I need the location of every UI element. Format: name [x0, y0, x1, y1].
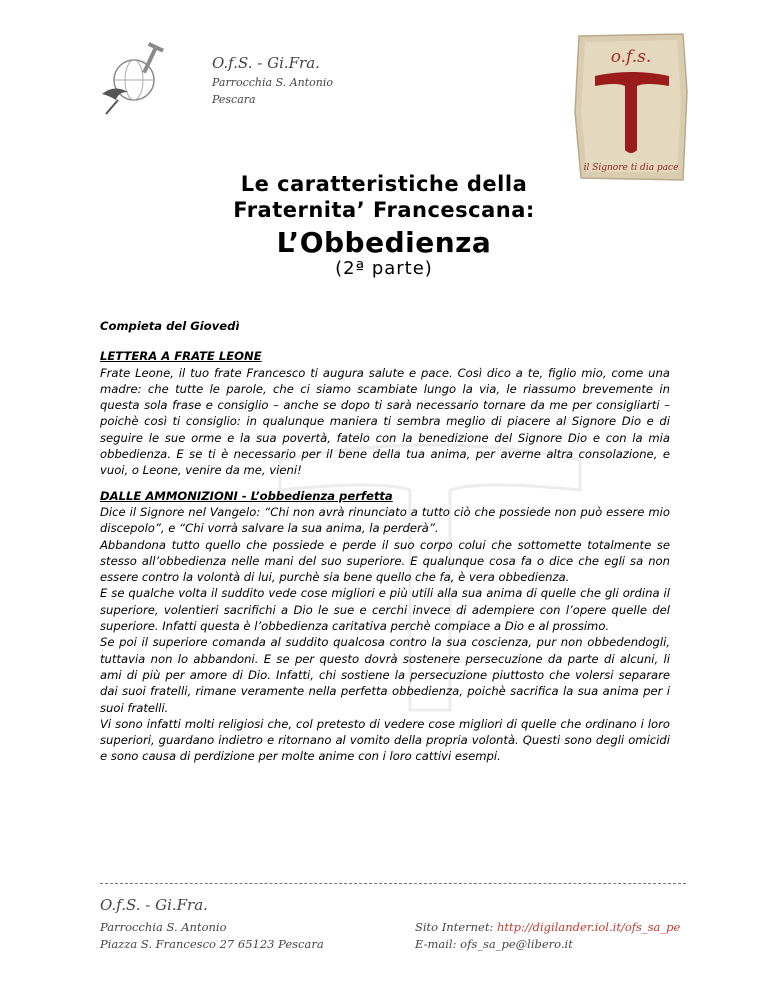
website-label: Sito Internet:	[415, 920, 497, 934]
footer-divider	[100, 883, 686, 884]
title-main: L’Obbedienza	[276, 226, 492, 259]
paragraph: Abbandona tutto quello che possiede e perde il suo corpo colui che sottomette totalmente se stesso all’obbedienza nelle mani del suo superiore. E qualunque cosa fa o dice che egli sa non essere contro la volontà di lui, purchè sia bene quello che fa, è vera obbedienza.	[100, 537, 670, 585]
header-org-name: O.f.S. - Gi.Fra.	[212, 54, 320, 72]
header-city: Pescara	[212, 93, 256, 106]
paragraph: Dice il Signore nel Vangelo: “Chi non avrà rinunciato a tutto ciò che possiede non può essere mio discepolo”, e “Chi vorrà salvare la sua anima, la perderà”.	[100, 504, 670, 536]
emblem-label: o.f.s.	[610, 47, 652, 67]
title-line-2: Fraternita’ Francescana:	[233, 198, 535, 222]
email-link[interactable]: ofs_sa_pe@libero.it	[460, 937, 573, 951]
paragraph: Vi sono infatti molti religiosi che, col pretesto di vedere cose migliori di quelle che ordinano i loro superiori, guardano indietro e ritornano al vomito della propria volontà. Questi sono degli omicidi e sono causa di perdizione per molte anime con i loro cattivi esempi.	[100, 716, 670, 764]
title-subtitle: (2ª parte)	[335, 258, 433, 279]
footer-website	[415, 920, 680, 934]
footer-org-name: O.f.S. - Gi.Fra.	[100, 896, 208, 914]
title-line-1: Le caratteristiche della	[240, 172, 528, 196]
email-label: E-mail:	[415, 937, 461, 951]
ofs-tau-emblem	[573, 32, 689, 182]
ofs-gifra-logo	[98, 40, 176, 118]
emblem-motto: il Signore ti dia pace	[583, 163, 679, 173]
footer-address: Piazza S. Francesco 27 65123 Pescara	[100, 937, 324, 951]
website-link[interactable]: http://digilander.iol.it/ofs_sa_pe	[497, 920, 681, 934]
letter-text: Frate Leone, il tuo frate Francesco ti augura salute e pace. Così dico a te, figlio mio, come una madre: che tutte le parole, che ci siamo scambiate lungo la via, le riassumo brevemente in questa sola frase e consiglio – anche se dopo ti sarà necessario tornare da me per consigliarti – poichè così ti consiglio: in qualunque maniera ti sembra meglio di piacere al Signore Dio e di seguire le sue orme e la sua povertà, fatelo con la benedizione del Signore Dio e con la mia obbedienza. E se ti è necessario per il bene della tua anima, per averne altra consolazione, e vuoi, o Leone, venire da me, vieni!	[100, 365, 670, 478]
footer-email	[415, 937, 573, 951]
document-body	[100, 318, 670, 765]
letter-heading: LETTERA A FRATE LEONE	[100, 349, 262, 364]
admonitions-heading: DALLE AMMONIZIONI - L’obbedienza perfetta	[100, 488, 393, 503]
header-parish: Parrocchia S. Antonio	[212, 76, 334, 89]
intro-heading: Compieta del Giovedì	[100, 319, 240, 333]
footer-parish: Parrocchia S. Antonio	[100, 920, 227, 934]
paragraph: E se qualche volta il suddito vede cose migliori e più utili alla sua anima di quelle che gli ordina il superiore, volentieri sacrifichi a Dio le sue e cerchi invece di adempiere con l’opere quelle del superiore. Infatti questa è l’obbedienza caritativa perchè compiace a Dio e al prossimo.	[100, 586, 670, 634]
paragraph: Se poi il superiore comanda al suddito qualcosa contro la sua coscienza, pur non obbedendogli, tuttavia non lo abbandoni. E se per questo dovrà sostenere persecuzione da parte di alcuni, li ami di più per amore di Dio. Infatti, chi sostiene la persecuzione piuttosto che volersi separare dai suoi fratelli, rimane veramente nella perfetta obbedienza, poichè sacrifica la sua anima per i suoi fratelli.	[100, 635, 670, 715]
